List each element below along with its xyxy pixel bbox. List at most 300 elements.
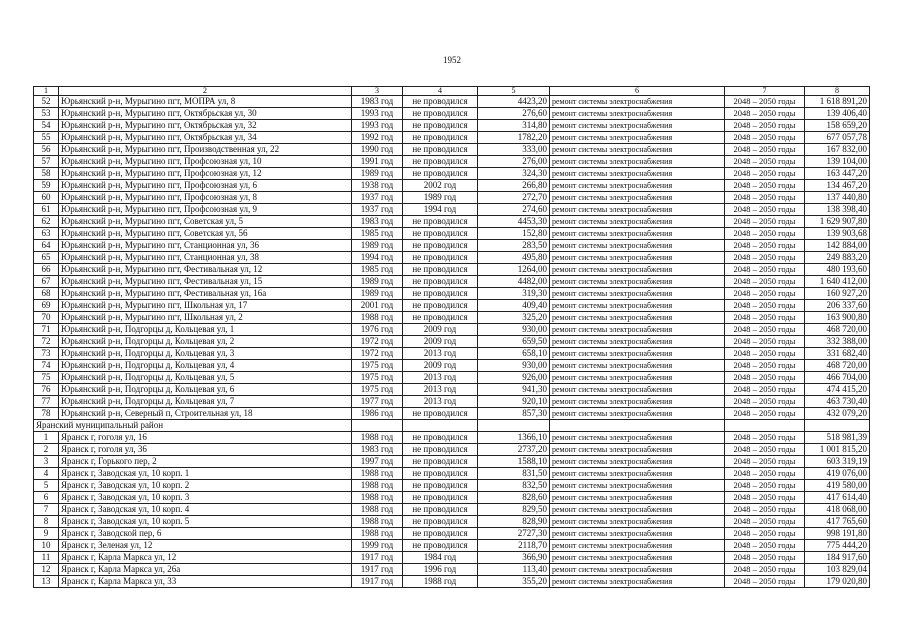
table-cell: 658,10 — [478, 348, 550, 360]
table-cell: 65 — [34, 252, 59, 264]
table-row — [34, 564, 870, 576]
table-cell: ремонт системы электроснабжения — [550, 564, 725, 576]
table-cell: 2118,70 — [478, 540, 550, 552]
table-cell: 2048 – 2050 годы — [725, 168, 805, 180]
table-cell: 2048 – 2050 годы — [725, 492, 805, 504]
table-cell: ремонт системы электроснабжения — [550, 204, 725, 216]
table-row — [34, 336, 870, 348]
table-cell: 71 — [34, 324, 59, 336]
table-cell: 1937 год — [352, 204, 403, 216]
table-cell: Яранск г, Карла Маркса ул, 26а — [59, 564, 352, 576]
table-cell: 2048 – 2050 годы — [725, 528, 805, 540]
table-cell: не проводился — [403, 468, 478, 480]
table-cell: 1999 год — [352, 540, 403, 552]
table-cell: 1988 год — [403, 576, 478, 588]
table-cell: 1 001 815,20 — [805, 444, 870, 456]
table-cell: 10 — [34, 540, 59, 552]
empty-cell — [725, 420, 805, 432]
table-cell: 468 720,00 — [805, 324, 870, 336]
table-cell: Юрьянский р-н, Подгорцы д, Кольцевая ул, 3 — [59, 348, 352, 360]
table-cell: 59 — [34, 180, 59, 192]
table-cell: 158 659,20 — [805, 120, 870, 132]
table-cell: 1989 год — [352, 168, 403, 180]
table-cell: 920,10 — [478, 396, 550, 408]
table-row — [34, 240, 870, 252]
table-cell: ремонт системы электроснабжения — [550, 396, 725, 408]
table-cell: не проводился — [403, 252, 478, 264]
empty-cell — [478, 420, 550, 432]
table-cell: 1976 год — [352, 324, 403, 336]
table-row — [34, 96, 870, 108]
table-cell: не проводился — [403, 132, 478, 144]
table-cell: 2048 – 2050 годы — [725, 336, 805, 348]
table-cell: Юрьянский р-н, Мурыгино пгт, Профсоюзная ул, 6 — [59, 180, 352, 192]
table-cell: 70 — [34, 312, 59, 324]
table-cell: Яранск г, Заводская ул, 10 корп. 3 — [59, 492, 352, 504]
table-cell: 603 319,19 — [805, 456, 870, 468]
table-cell: 417 614,40 — [805, 492, 870, 504]
table-cell: 828,60 — [478, 492, 550, 504]
table-cell: Юрьянский р-н, Мурыгино пгт, Станционная ул, 36 — [59, 240, 352, 252]
table-cell: ремонт системы электроснабжения — [550, 300, 725, 312]
table-cell: 930,00 — [478, 360, 550, 372]
table-row — [34, 408, 870, 420]
table-cell: 7 — [34, 504, 59, 516]
table-cell: ремонт системы электроснабжения — [550, 276, 725, 288]
table-cell: 1989 год — [352, 288, 403, 300]
table-row — [34, 108, 870, 120]
table-cell: 74 — [34, 360, 59, 372]
table-cell: не проводился — [403, 408, 478, 420]
table-cell: 930,00 — [478, 324, 550, 336]
table-cell: 2048 – 2050 годы — [725, 516, 805, 528]
table-cell: ремонт системы электроснабжения — [550, 252, 725, 264]
table-row — [34, 132, 870, 144]
table-cell: 2048 – 2050 годы — [725, 540, 805, 552]
table-cell: 2048 – 2050 годы — [725, 396, 805, 408]
table-cell: 518 981,39 — [805, 432, 870, 444]
table-cell: Яранск г, Заводская ул, 10 корп. 1 — [59, 468, 352, 480]
table-cell: Яранск г, Горького пер, 2 — [59, 456, 352, 468]
table-row — [34, 504, 870, 516]
table-cell: 2048 – 2050 годы — [725, 552, 805, 564]
table-cell: ремонт системы электроснабжения — [550, 180, 725, 192]
table-row — [34, 180, 870, 192]
table-cell: Яранск г, Заводская ул, 10 корп. 2 — [59, 480, 352, 492]
table-row — [34, 360, 870, 372]
table-cell: 4 — [34, 468, 59, 480]
table-cell: 2048 – 2050 годы — [725, 156, 805, 168]
table-cell: 4453,30 — [478, 216, 550, 228]
table-cell: 9 — [34, 528, 59, 540]
table-cell: 78 — [34, 408, 59, 420]
table-cell: ремонт системы электроснабжения — [550, 168, 725, 180]
table-cell: не проводился — [403, 108, 478, 120]
table-cell: ремонт системы электроснабжения — [550, 96, 725, 108]
table-cell: не проводился — [403, 264, 478, 276]
table-cell: 2048 – 2050 годы — [725, 132, 805, 144]
table-row — [34, 204, 870, 216]
table-row — [34, 432, 870, 444]
table-row — [34, 324, 870, 336]
table-cell: 1588,10 — [478, 456, 550, 468]
table-cell: Юрьянский р-н, Мурыгино пгт, Производственная ул, 22 — [59, 144, 352, 156]
table-row — [34, 384, 870, 396]
table-cell: 206 337,60 — [805, 300, 870, 312]
table-row — [34, 156, 870, 168]
empty-cell — [550, 420, 725, 432]
table-row — [34, 576, 870, 588]
table-cell: 54 — [34, 120, 59, 132]
column-header: 2 — [59, 87, 352, 96]
table-cell: 2048 – 2050 годы — [725, 360, 805, 372]
table-row — [34, 228, 870, 240]
table-cell: 266,80 — [478, 180, 550, 192]
table-cell: 134 467,20 — [805, 180, 870, 192]
table-cell: 1 640 412,00 — [805, 276, 870, 288]
table-cell: не проводился — [403, 444, 478, 456]
table-cell: 2048 – 2050 годы — [725, 96, 805, 108]
table-cell: 103 829,04 — [805, 564, 870, 576]
table-row — [34, 528, 870, 540]
table-cell: Юрьянский р-н, Подгорцы д, Кольцевая ул, 4 — [59, 360, 352, 372]
table-cell: 113,40 — [478, 564, 550, 576]
table-cell: 274,60 — [478, 204, 550, 216]
table-cell: 1 629 907,80 — [805, 216, 870, 228]
table-row — [34, 192, 870, 204]
table-row — [34, 120, 870, 132]
table-row — [34, 552, 870, 564]
table-cell: 941,30 — [478, 384, 550, 396]
table-cell: 2048 – 2050 годы — [725, 468, 805, 480]
table-cell: 2048 – 2050 годы — [725, 456, 805, 468]
table-cell: 1988 год — [352, 432, 403, 444]
table-cell: ремонт системы электроснабжения — [550, 120, 725, 132]
table-cell: 2009 год — [403, 324, 478, 336]
table-cell: 2048 – 2050 годы — [725, 276, 805, 288]
table-cell: 1975 год — [352, 372, 403, 384]
table-row — [34, 216, 870, 228]
table-cell: 137 440,80 — [805, 192, 870, 204]
page-number: 1952 — [443, 55, 461, 65]
table-cell: 2048 – 2050 годы — [725, 204, 805, 216]
table-row — [34, 456, 870, 468]
table-cell: 1984 год — [403, 552, 478, 564]
table-cell: 68 — [34, 288, 59, 300]
table-cell: 2048 – 2050 годы — [725, 300, 805, 312]
table-row — [34, 252, 870, 264]
table-cell: ремонт системы электроснабжения — [550, 288, 725, 300]
table-cell: 775 444,20 — [805, 540, 870, 552]
table-cell: 152,80 — [478, 228, 550, 240]
table-cell: 432 079,20 — [805, 408, 870, 420]
table-cell: 418 068,00 — [805, 504, 870, 516]
table-cell: 1988 год — [352, 480, 403, 492]
table-cell: ремонт системы электроснабжения — [550, 336, 725, 348]
table-row — [34, 396, 870, 408]
table-cell: 480 193,60 — [805, 264, 870, 276]
table-cell: 2002 год — [403, 180, 478, 192]
table-cell: Яранск г, Карла Маркса ул, 33 — [59, 576, 352, 588]
table-row — [34, 276, 870, 288]
table-cell: 2048 – 2050 годы — [725, 192, 805, 204]
table-cell: Юрьянский р-н, Мурыгино пгт, Октябрьская ул, 34 — [59, 132, 352, 144]
table-cell: 160 927,20 — [805, 288, 870, 300]
table-cell: ремонт системы электроснабжения — [550, 456, 725, 468]
table-cell: 659,50 — [478, 336, 550, 348]
table-cell: ремонт системы электроснабжения — [550, 264, 725, 276]
table-cell: 1992 год — [352, 132, 403, 144]
table-cell: ремонт системы электроснабжения — [550, 192, 725, 204]
table-cell: 53 — [34, 108, 59, 120]
table-cell: 139 903,68 — [805, 228, 870, 240]
table-cell: 55 — [34, 132, 59, 144]
table-cell: 61 — [34, 204, 59, 216]
table-row — [34, 540, 870, 552]
table-cell: 66 — [34, 264, 59, 276]
table-cell: 52 — [34, 96, 59, 108]
table-cell: 1938 год — [352, 180, 403, 192]
table-cell: Юрьянский р-н, Подгорцы д, Кольцевая ул, 5 — [59, 372, 352, 384]
table-cell: 2048 – 2050 годы — [725, 108, 805, 120]
table-cell: 2048 – 2050 годы — [725, 252, 805, 264]
table-cell: 2048 – 2050 годы — [725, 372, 805, 384]
table-cell: 324,30 — [478, 168, 550, 180]
table-cell: 2048 – 2050 годы — [725, 228, 805, 240]
table-cell: 13 — [34, 576, 59, 588]
table-cell: ремонт системы электроснабжения — [550, 384, 725, 396]
table-cell: 3 — [34, 456, 59, 468]
table-cell: 1917 год — [352, 552, 403, 564]
table-cell: 831,50 — [478, 468, 550, 480]
table-cell: 2048 – 2050 годы — [725, 144, 805, 156]
table-cell: 77 — [34, 396, 59, 408]
table-cell: Юрьянский р-н, Мурыгино пгт, Фестивальная ул, 15 — [59, 276, 352, 288]
table-cell: 1990 год — [352, 144, 403, 156]
table-cell: 73 — [34, 348, 59, 360]
table-cell: 1983 год — [352, 216, 403, 228]
table-cell: 11 — [34, 552, 59, 564]
table-cell: Яранск г, Заводская ул, 10 корп. 4 — [59, 504, 352, 516]
table-cell: ремонт системы электроснабжения — [550, 216, 725, 228]
table-cell: 677 057,78 — [805, 132, 870, 144]
empty-cell — [403, 420, 478, 432]
table-cell: Юрьянский р-н, Мурыгино пгт, Школьная ул, 2 — [59, 312, 352, 324]
table-cell: 184 917,60 — [805, 552, 870, 564]
table-cell: Юрьянский р-н, Мурыгино пгт, МОПРА ул, 8 — [59, 96, 352, 108]
table-cell: 2048 – 2050 годы — [725, 564, 805, 576]
table-cell: 2048 – 2050 годы — [725, 408, 805, 420]
table-cell: 2048 – 2050 годы — [725, 216, 805, 228]
table-cell: ремонт системы электроснабжения — [550, 324, 725, 336]
table-cell: 139 104,00 — [805, 156, 870, 168]
table-row — [34, 492, 870, 504]
table-cell: ремонт системы электроснабжения — [550, 552, 725, 564]
header-row — [34, 87, 870, 96]
table-cell: 75 — [34, 372, 59, 384]
table-cell: 138 398,40 — [805, 204, 870, 216]
table-cell: 1988 год — [352, 516, 403, 528]
column-header: 1 — [34, 87, 59, 96]
table-cell: 2013 год — [403, 384, 478, 396]
table-cell: ремонт системы электроснабжения — [550, 492, 725, 504]
table-cell: 1988 год — [352, 504, 403, 516]
table-cell: 1985 год — [352, 264, 403, 276]
table-cell: ремонт системы электроснабжения — [550, 576, 725, 588]
table-cell: 4423,20 — [478, 96, 550, 108]
table-cell: 1972 год — [352, 348, 403, 360]
table-cell: 332 388,00 — [805, 336, 870, 348]
table-cell: Юрьянский р-н, Северный п, Строительная ул, 18 — [59, 408, 352, 420]
empty-cell — [352, 420, 403, 432]
table-cell: 58 — [34, 168, 59, 180]
table-cell: 1366,10 — [478, 432, 550, 444]
table-cell: 1986 год — [352, 408, 403, 420]
table-cell: 355,20 — [478, 576, 550, 588]
table-cell: 1991 год — [352, 156, 403, 168]
table-cell: не проводился — [403, 120, 478, 132]
table-cell: 2048 – 2050 годы — [725, 480, 805, 492]
table-cell: ремонт системы электроснабжения — [550, 348, 725, 360]
table-cell: 60 — [34, 192, 59, 204]
table-cell: Яранск г, Заводской пер, 6 — [59, 528, 352, 540]
table-cell: 72 — [34, 336, 59, 348]
table-cell: 2048 – 2050 годы — [725, 312, 805, 324]
column-header: 3 — [352, 87, 403, 96]
table-cell: 142 884,00 — [805, 240, 870, 252]
table-cell: 2048 – 2050 годы — [725, 348, 805, 360]
table-cell: 466 704,00 — [805, 372, 870, 384]
table-cell: не проводился — [403, 96, 478, 108]
table-cell: 12 — [34, 564, 59, 576]
table-cell: 2048 – 2050 годы — [725, 504, 805, 516]
table-cell: 829,50 — [478, 504, 550, 516]
table-cell: ремонт системы электроснабжения — [550, 156, 725, 168]
table-cell: не проводился — [403, 456, 478, 468]
table-cell: Юрьянский р-н, Подгорцы д, Кольцевая ул, 7 — [59, 396, 352, 408]
table-cell: 463 730,40 — [805, 396, 870, 408]
table-cell: 69 — [34, 300, 59, 312]
table-cell: 832,50 — [478, 480, 550, 492]
table-cell: ремонт системы электроснабжения — [550, 312, 725, 324]
table-cell: 179 020,80 — [805, 576, 870, 588]
table-cell: 2 — [34, 444, 59, 456]
table-cell: 167 832,00 — [805, 144, 870, 156]
table-cell: 2013 год — [403, 372, 478, 384]
column-header: 4 — [403, 87, 478, 96]
column-header: 6 — [550, 87, 725, 96]
table-cell: 1972 год — [352, 336, 403, 348]
table-cell: 468 720,00 — [805, 360, 870, 372]
table-cell: 57 — [34, 156, 59, 168]
table-row — [34, 288, 870, 300]
table-cell: 1977 год — [352, 396, 403, 408]
table-cell: 249 883,20 — [805, 252, 870, 264]
table-cell: 1985 год — [352, 228, 403, 240]
table-cell: 6 — [34, 492, 59, 504]
table-cell: 2013 год — [403, 348, 478, 360]
table-cell: 2048 – 2050 годы — [725, 444, 805, 456]
table-cell: 409,40 — [478, 300, 550, 312]
table-cell: 2013 год — [403, 396, 478, 408]
table-cell: не проводился — [403, 300, 478, 312]
table-cell: Юрьянский р-н, Мурыгино пгт, Профсоюзная ул, 8 — [59, 192, 352, 204]
table-row — [34, 480, 870, 492]
table-cell: не проводился — [403, 516, 478, 528]
repair-schedule-table — [33, 86, 870, 588]
table-cell: 163 447,20 — [805, 168, 870, 180]
table-cell: 1975 год — [352, 384, 403, 396]
table-cell: 2048 – 2050 годы — [725, 324, 805, 336]
table-cell: Юрьянский р-н, Подгорцы д, Кольцевая ул, 6 — [59, 384, 352, 396]
table-cell: ремонт системы электроснабжения — [550, 444, 725, 456]
table-cell: 56 — [34, 144, 59, 156]
table-cell: 1996 год — [403, 564, 478, 576]
table-cell: Юрьянский р-н, Мурыгино пгт, Профсоюзная ул, 9 — [59, 204, 352, 216]
table-cell: Юрьянский р-н, Мурыгино пгт, Профсоюзная ул, 12 — [59, 168, 352, 180]
table-cell: ремонт системы электроснабжения — [550, 144, 725, 156]
table-cell: 1994 год — [403, 204, 478, 216]
table-cell: ремонт системы электроснабжения — [550, 372, 725, 384]
table-cell: не проводился — [403, 480, 478, 492]
table-cell: 2727,30 — [478, 528, 550, 540]
table-cell: ремонт системы электроснабжения — [550, 516, 725, 528]
table-cell: не проводился — [403, 540, 478, 552]
table-cell: 2048 – 2050 годы — [725, 432, 805, 444]
table-cell: ремонт системы электроснабжения — [550, 228, 725, 240]
table-cell: Яранск г, гоголя ул, 36 — [59, 444, 352, 456]
table-cell: 1997 год — [352, 456, 403, 468]
table-row — [34, 444, 870, 456]
empty-cell — [805, 420, 870, 432]
table-cell: ремонт системы электроснабжения — [550, 480, 725, 492]
table-cell: 331 682,40 — [805, 348, 870, 360]
table-cell: 276,00 — [478, 156, 550, 168]
table-cell: ремонт системы электроснабжения — [550, 504, 725, 516]
table-cell: ремонт системы электроснабжения — [550, 528, 725, 540]
table-cell: 5 — [34, 480, 59, 492]
table-cell: 926,00 — [478, 372, 550, 384]
table-cell: ремонт системы электроснабжения — [550, 468, 725, 480]
table-cell: 998 191,80 — [805, 528, 870, 540]
table-cell: не проводился — [403, 432, 478, 444]
table-cell: не проводился — [403, 156, 478, 168]
table-row — [34, 312, 870, 324]
table-cell: 1917 год — [352, 564, 403, 576]
section-title: Яранский муниципальный район — [34, 420, 352, 432]
table-cell: Яранск г, гоголя ул, 16 — [59, 432, 352, 444]
table-cell: 1989 год — [352, 240, 403, 252]
table-cell: 1975 год — [352, 360, 403, 372]
table-cell: 333,00 — [478, 144, 550, 156]
table-cell: 63 — [34, 228, 59, 240]
table-cell: 2048 – 2050 годы — [725, 180, 805, 192]
table-cell: 474 415,20 — [805, 384, 870, 396]
table-cell: Яранск г, Заводская ул, 10 корп. 5 — [59, 516, 352, 528]
table-cell: 1988 год — [352, 312, 403, 324]
table-cell: 8 — [34, 516, 59, 528]
table-cell: 67 — [34, 276, 59, 288]
table-cell: не проводился — [403, 228, 478, 240]
table-cell: 314,80 — [478, 120, 550, 132]
table-cell: Юрьянский р-н, Подгорцы д, Кольцевая ул, 1 — [59, 324, 352, 336]
table-cell: 283,50 — [478, 240, 550, 252]
table-cell: 1937 год — [352, 192, 403, 204]
table-cell: 1264,00 — [478, 264, 550, 276]
table-cell: 325,20 — [478, 312, 550, 324]
table-cell: Юрьянский р-н, Мурыгино пгт, Профсоюзная ул, 10 — [59, 156, 352, 168]
table-cell: ремонт системы электроснабжения — [550, 408, 725, 420]
